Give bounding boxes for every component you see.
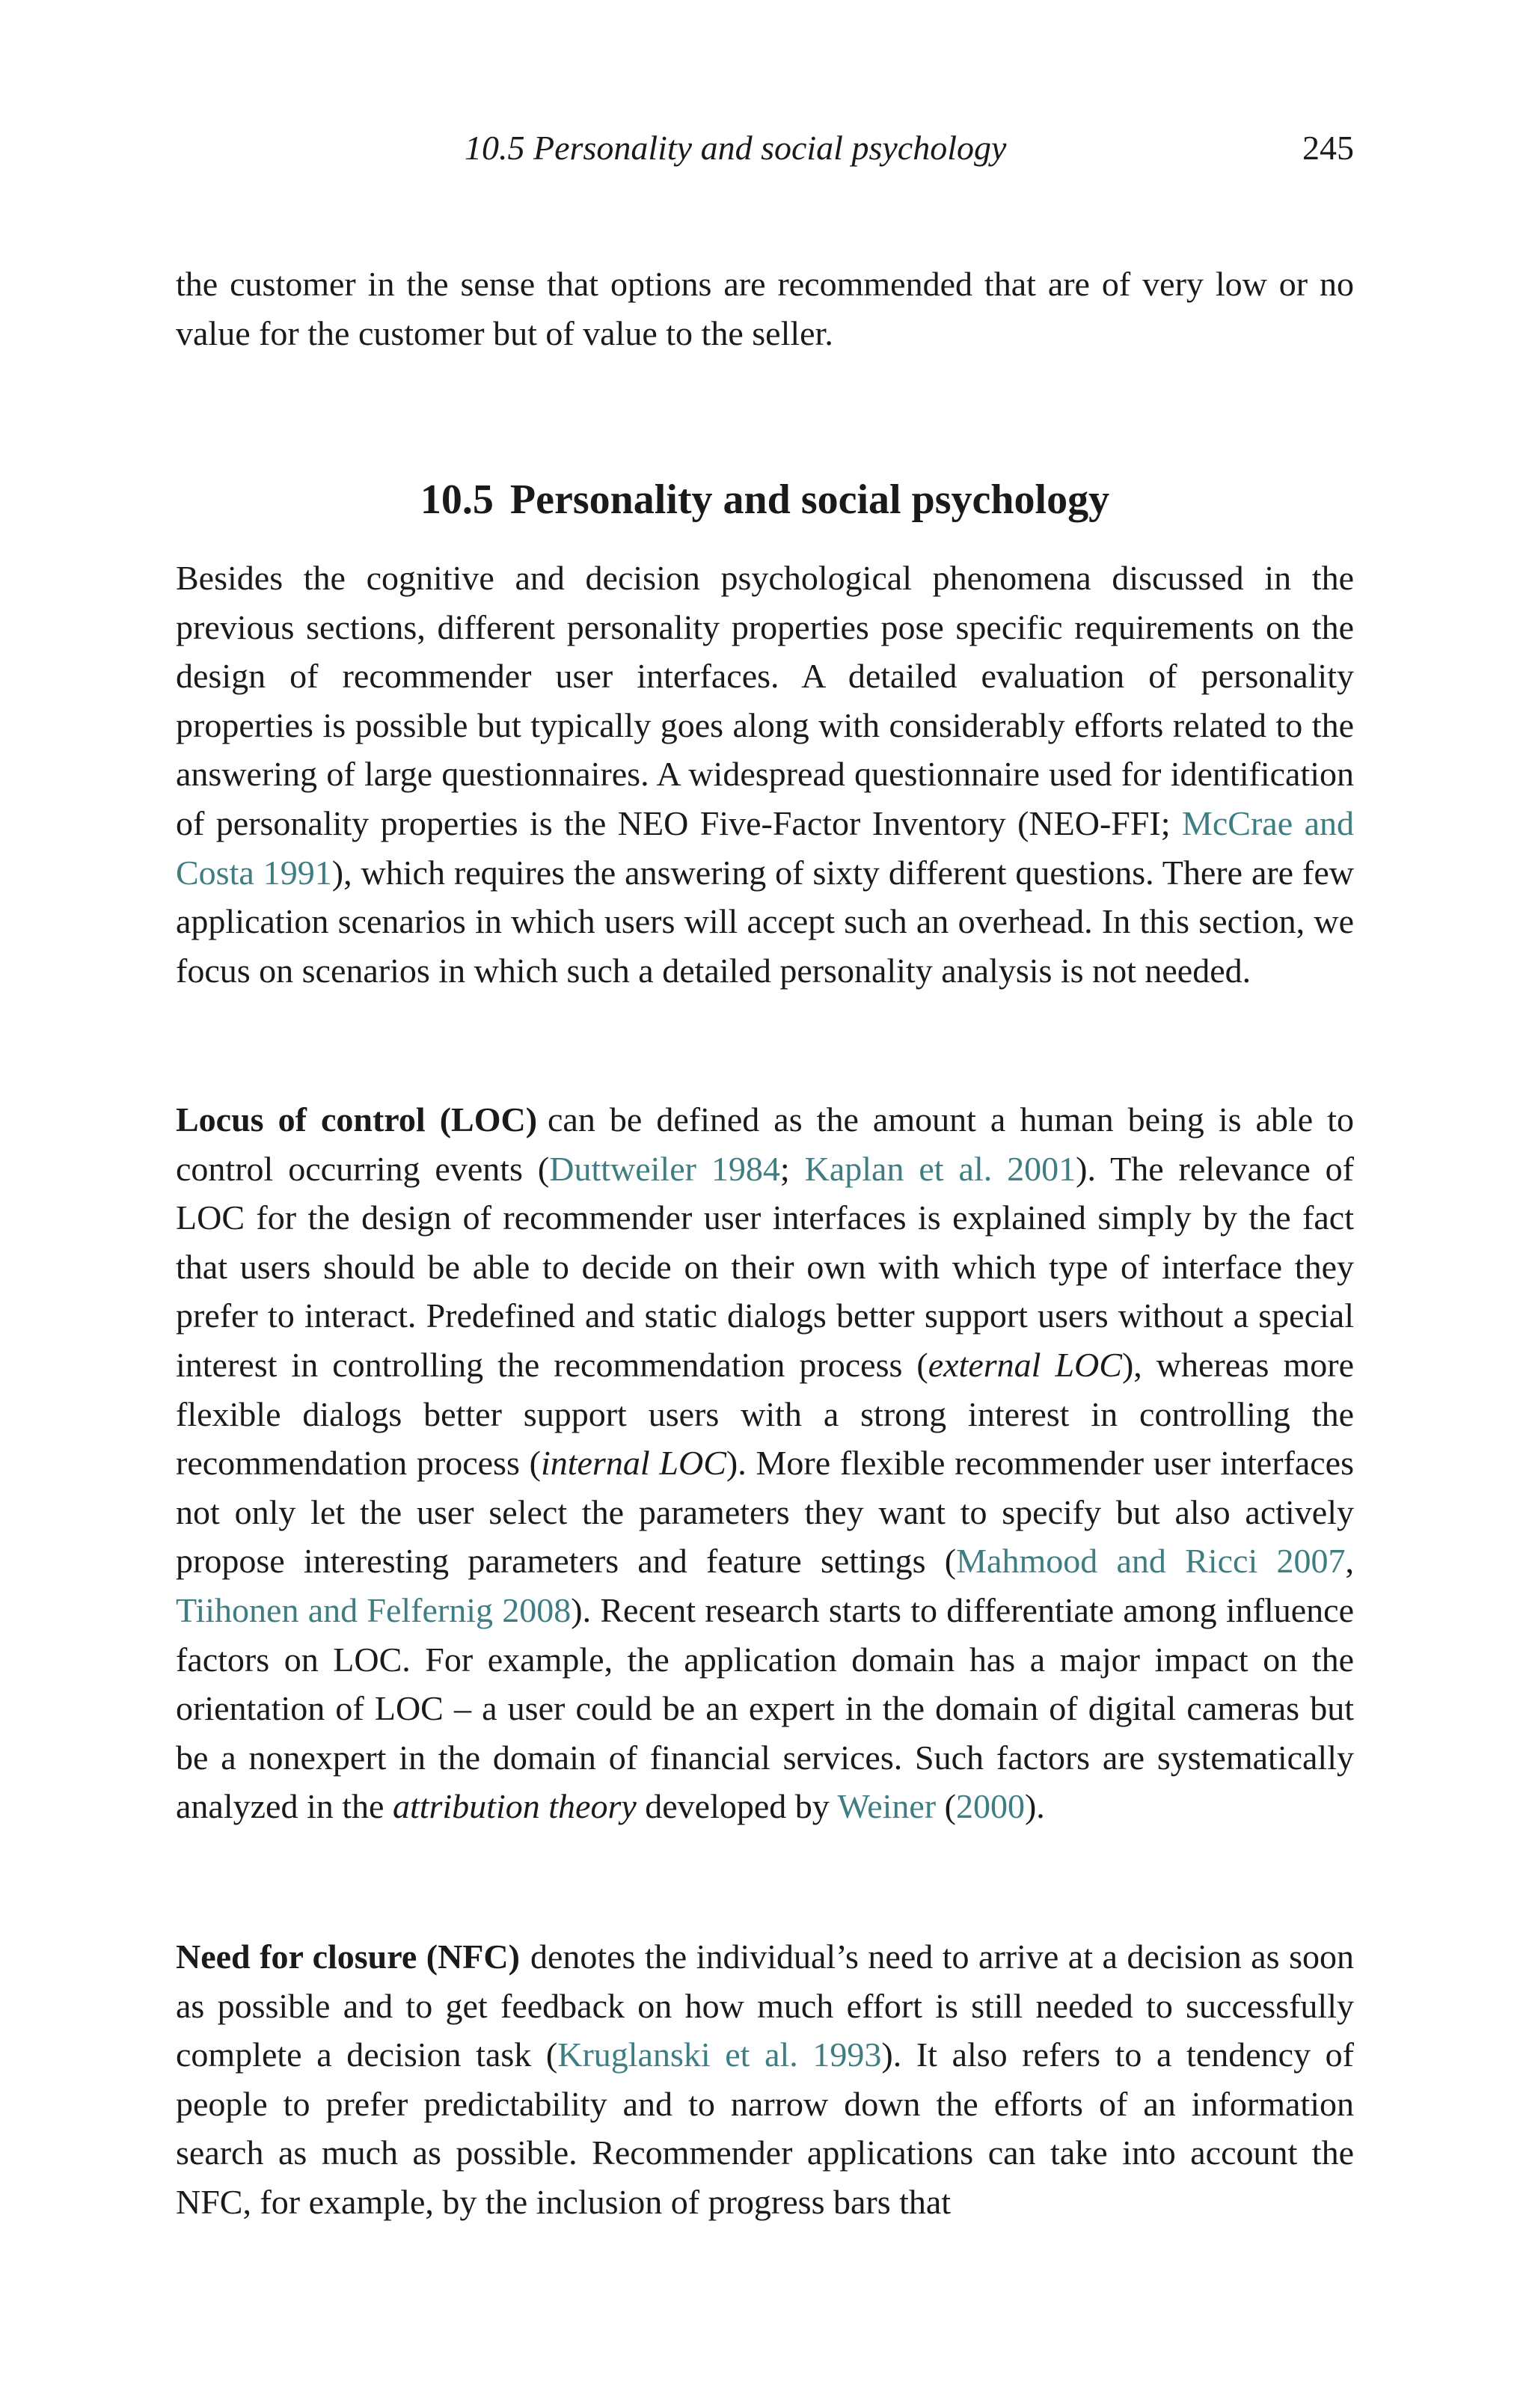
term-heading: Locus of control (LOC) (176, 1100, 538, 1139)
running-head (176, 126, 1354, 171)
citation-link[interactable]: Kaplan et al. 2001 (804, 1149, 1076, 1188)
term-heading: Need for closure (NFC) (176, 1937, 520, 1976)
section-title: Personality and social psychology (509, 477, 1110, 523)
paragraph-text: ). (1024, 1787, 1045, 1826)
running-title: 10.5 Personality and social psychology (465, 129, 1007, 167)
citation-link[interactable]: Duttweiler 1984 (549, 1149, 780, 1188)
paragraph-text: ). The relevance of LOC for the design of recommender user interfaces is explained simply by the fact that users should be able to decide on their own with which type of interface they prefer to interact. Predefined and static dialogs better support users without a special interest in controlling the recommendation process ( (176, 1149, 1355, 1384)
paragraph-text: , (1345, 1542, 1355, 1581)
paragraph-text: ). More flexible recommender user interfaces not only let the user select the parameters they want to specify but also actively propose interesting parameters and feature settings ( (176, 1444, 1355, 1581)
citation-link[interactable]: Weiner (837, 1787, 937, 1826)
paragraph-text: ). Recent research starts to differentiate among influence factors on LOC. For example, the application domain has a major impact on the orientation of LOC – a user could be an expert in the domain of digital cameras but be a nonexpert in the domain of financial services. Such factors are systematically analyzed in the (176, 1590, 1355, 1826)
page-number: 245 (1302, 129, 1354, 167)
paragraph-text: developed by (636, 1787, 838, 1826)
intro-paragraph: the customer in the sense that options are recommended that are of very low or no value for the customer but of value to the seller. (176, 265, 1354, 352)
emphasis-text: internal LOC (540, 1444, 726, 1483)
paragraph-text: denotes the individual’s need to arrive at a decision as soon as possible and to get feedback on how much effort is still needed to successfully complete a decision task ( (176, 1937, 1354, 2074)
paragraph-text: can be defined as the amount a human being is able to control occurring events ( (176, 1100, 1354, 1188)
citation-link[interactable]: Mahmood and Ricci 2007 (956, 1542, 1346, 1581)
paragraph-text: ( (936, 1787, 956, 1826)
paragraph-text: ), which requires the answering of sixty different questions. There are few application scenarios in which users will accept such an overhead. In this section, we focus on scenarios in which such a detailed personality analysis is not needed. (176, 853, 1355, 990)
paragraph-text: ; (779, 1149, 805, 1188)
citation-link[interactable]: McCrae and Costa 1991 (176, 803, 1355, 892)
citation-link[interactable]: Tiihonen and Felfernig 2008 (176, 1590, 572, 1629)
emphasis-text: attribution theory (392, 1787, 637, 1826)
paragraph-locus-of-control (176, 1095, 1354, 1831)
paragraph-personality (176, 554, 1354, 995)
section-number: 10.5 (420, 477, 494, 523)
citation-link[interactable]: Kruglanski et al. 1993 (557, 2035, 882, 2074)
paragraph-text: ), whereas more flexible dialogs better support users with a strong interest in controlling the recommendation process ( (176, 1345, 1354, 1483)
citation-link[interactable]: 2000 (955, 1787, 1025, 1826)
section-heading (176, 470, 1354, 530)
paragraph-text: Besides the cognitive and decision psychological phenomena discussed in the previous sections, different personality properties pose specific requirements on the design of recommender user interfaces. A detailed evaluation of personality properties is possible but typically goes along with considerably efforts related to the answering of large questionnaires. A widespread questionnaire used for identification of personality properties is the NEO Five-Factor Inventory (NEO-FFI; (176, 559, 1354, 842)
emphasis-text: external LOC (928, 1345, 1122, 1384)
paragraph-need-for-closure (176, 1932, 1354, 2227)
paragraph-text: ). It also refers to a tendency of people to prefer predictability and to narrow down the efforts of an information search as much as possible. Recommender applications can take into account the NFC, for example, by the inclusion of progress bars that (176, 2035, 1355, 2221)
